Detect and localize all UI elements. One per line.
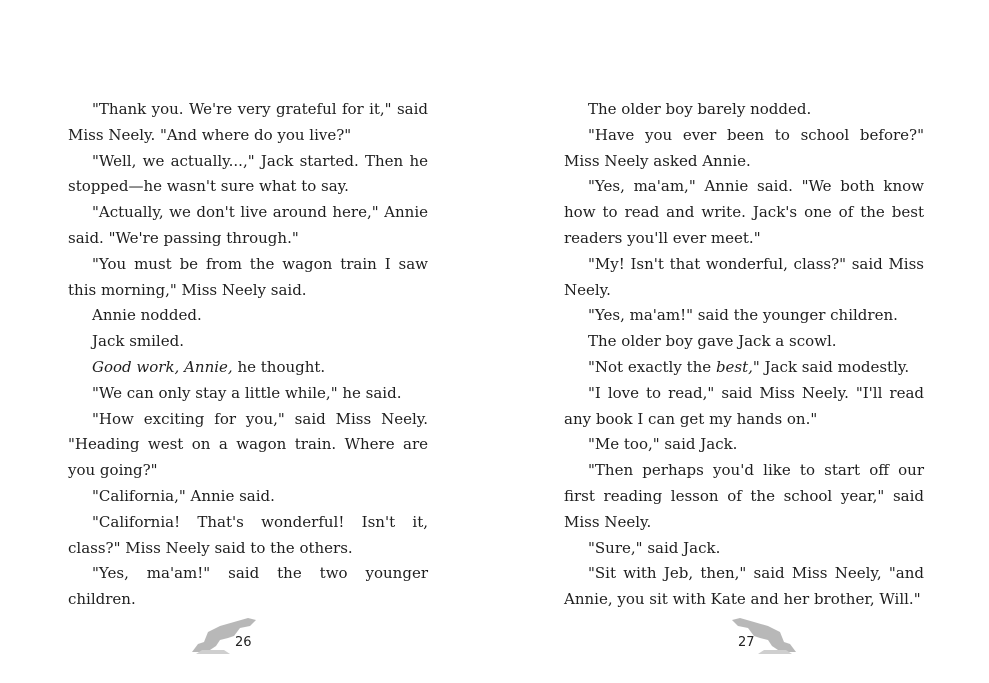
emphasis-tail: " Jack said modestly. [752,357,910,376]
emphasis-lead: "Not exactly the [588,357,716,376]
left-page-folio [190,614,260,656]
paragraph: "California," Annie said. [92,486,275,505]
paragraph: Jack smiled. [92,332,184,351]
paragraph: "Have you ever been to school before?" Miss Neely asked Annie. [564,125,924,170]
paragraph: "My! Isn't that wonderful, class?" said Miss Neely. [564,254,924,299]
italic-word: best, [715,357,753,376]
paragraph: "Well, we actually...," Jack started. Then he stopped—he wasn't sure what to say. [68,151,428,196]
page-number: 27 [738,635,755,650]
paragraph: "Yes, ma'am!" said the two younger children. [68,564,428,609]
paragraph: The older boy gave Jack a scowl. [588,332,837,351]
paragraph: "I love to read," said Miss Neely. "I'll read any book I can get my hands on." [564,383,924,428]
paragraph: "California! That's wonderful! Isn't it, class?" Miss Neely said to the others. [68,512,428,557]
paragraph: "Sure," said Jack. [588,538,721,557]
paragraph: "Me too," said Jack. [588,435,738,454]
paragraph: "How exciting for you," said Miss Neely. "Heading west on a wagon train. Where are you going?" [68,409,428,480]
page-number: 26 [235,635,252,650]
paragraph: Annie nodded. [92,306,202,325]
paragraph: "Then perhaps you'd like to start off our first reading lesson of the school year," said Miss Neely. [564,461,924,531]
paragraph: "We can only stay a little while," he said. [92,383,402,402]
paragraph: "You must be from the wagon train I saw this morning," Miss Neely said. [68,254,428,299]
paragraph: "Yes, ma'am!" said the younger children. [588,306,898,325]
paragraph: "Yes, ma'am," Annie said. "We both know how to read and write. Jack's one of the best readers you'll ever meet." [564,177,924,247]
italic-thought: Good work, Annie, [92,357,233,376]
paragraph: The older boy barely nodded. [588,100,812,118]
right-page-folio [728,614,798,656]
paragraph: "Sit with Jeb, then," said Miss Neely, "and Annie, you sit with Kate and her brother, Will." [564,564,924,609]
right-page-text [564,97,924,613]
paragraph-thought [68,355,428,381]
paragraph-emphasis [564,355,924,381]
thought-tag: he thought. [232,357,326,376]
left-page-text [68,97,428,613]
paragraph: "Thank you. We're very grateful for it," said Miss Neely. "And where do you live?" [68,100,428,144]
paragraph: "Actually, we don't live around here," Annie said. "We're passing through." [68,203,428,247]
